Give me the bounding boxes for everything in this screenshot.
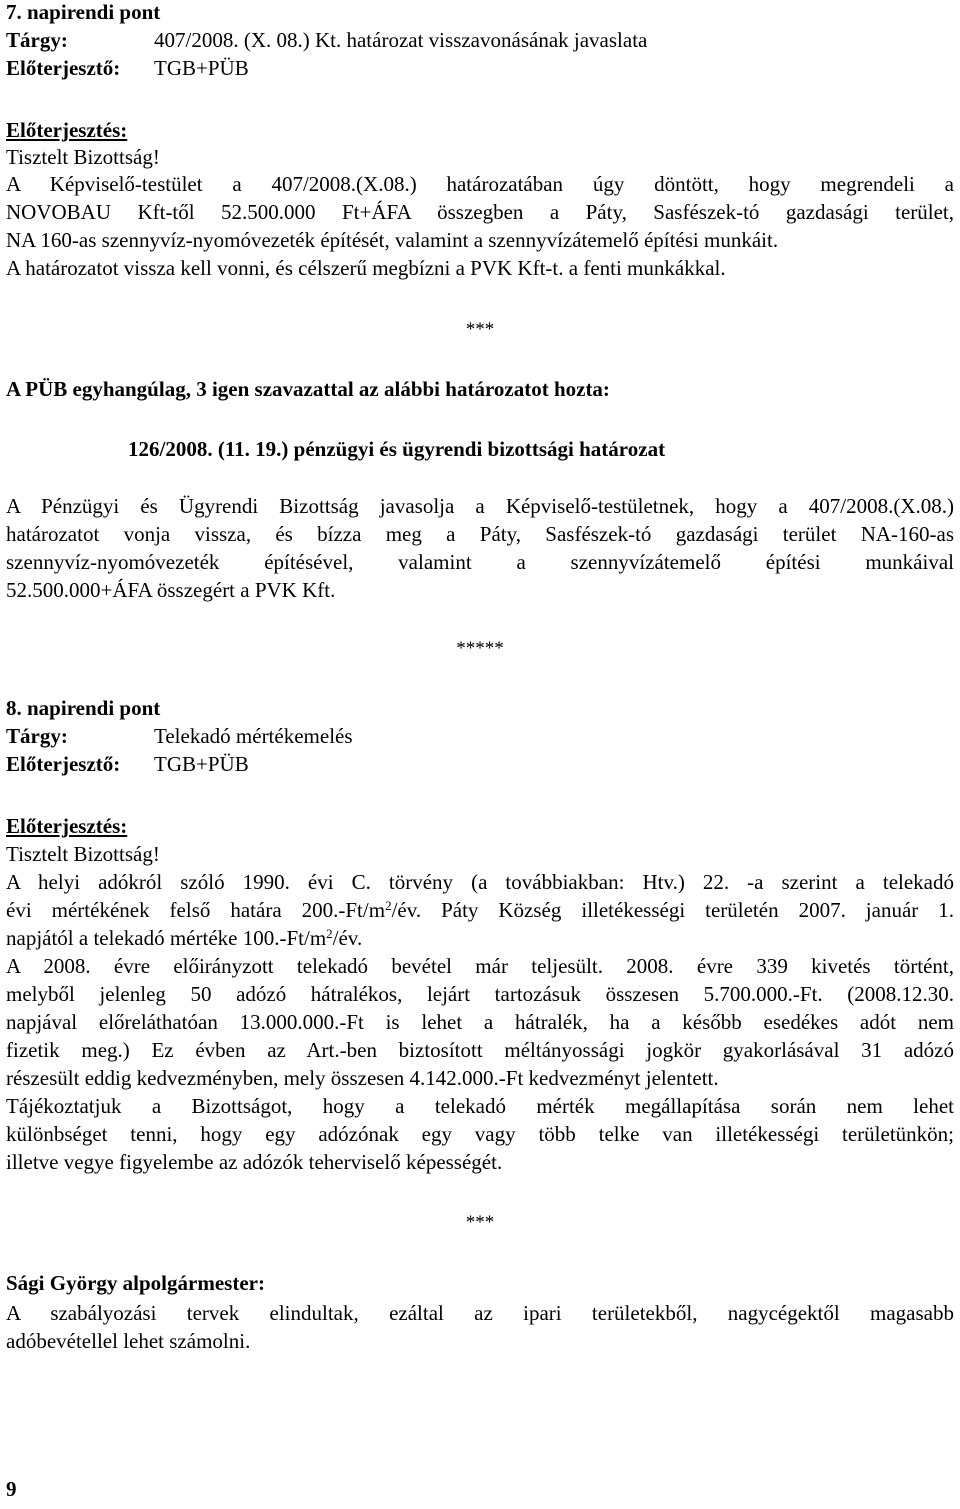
resolution-line: 52.500.000+ÁFA összegért a PVK Kft. — [6, 578, 336, 602]
item7-heading: 7. napirendi pont — [6, 0, 161, 24]
item7-presenter — [6, 56, 954, 80]
item8-salutation: Tisztelt Bizottság! — [6, 842, 160, 866]
vote-statement: A PÜB egyhangúlag, 3 igen szavazattal az alábbi határozatot hozta: — [6, 377, 610, 401]
subject-text: Telekadó mértékemelés — [154, 724, 353, 748]
presenter-text: TGB+PÜB — [154, 56, 249, 80]
item8-body-line: napjától a telekadó mértéke $100.-Ft/m^2/év$. — [6, 926, 363, 950]
item8-body-line: illetve vegye figyelembe az adózók teherviselő képességét. — [6, 1150, 503, 1174]
page-number: 9 — [6, 1477, 17, 1501]
item7-salutation: Tisztelt Bizottság! — [6, 145, 160, 169]
item8-body-line: A helyi adókról szóló 1990. évi C. törvény (a továbbiakban: Htv.) 22. -a szerint a telekadó — [6, 870, 954, 894]
resolution-line: szennyvíz-nyomóvezeték építésével, valamint a szennyvízátemelő építési munkáival — [6, 550, 954, 574]
item7-proposal-label: Előterjesztés: — [6, 118, 128, 142]
subject-label: Tárgy: — [6, 28, 68, 52]
separator: *** — [465, 1212, 495, 1233]
item7-body-line: NOVOBAU Kft-től 52.500.000 Ft+ÁFA összegben a Páty, Sasfészek-tó gazdasági terület, — [6, 200, 954, 224]
subject-label: Tárgy: — [6, 724, 68, 748]
resolution-line: határozatot vonja vissza, és bízza meg a Páty, Sasfészek-tó gazdasági terület NA-160-as — [6, 522, 954, 546]
speech-line: A szabályozási tervek elindultak, ezáltal az ipari területekből, nagycégektől magasabb — [6, 1301, 954, 1325]
item8-heading: 8. napirendi pont — [6, 696, 161, 720]
resolution-line: A Pénzügyi és Ügyrendi Bizottság javasolja a Képviselő-testületnek, hogy a 407/2008.(X.08.) — [6, 494, 954, 518]
item7-body-line: A határozatot vissza kell vonni, és célszerű megbízni a PVK Kft-t. a fenti munkákkal. — [6, 256, 726, 280]
item8-body-line: fizetik meg.) Ez évben az Art.-ben biztosított méltányossági jogkör gyakorlásával 31 adózó — [6, 1038, 954, 1062]
end-separator: ***** — [456, 638, 504, 659]
item8-body-line: A 2008. évre előirányzott telekadó bevétel már teljesült. 2008. évre 339 kivetés történt, — [6, 954, 954, 978]
item8-presenter — [6, 752, 954, 776]
item7-subject — [6, 28, 954, 52]
speaker-name: Sági György alpolgármester: — [6, 1271, 265, 1295]
item8-body-line: napjával előreláthatóan 13.000.000.-Ft is lehet a hátralék, ha a később esedékes adót nem — [6, 1010, 954, 1034]
subject-text: 407/2008. (X. 08.) Kt. határozat visszavonásának javaslata — [154, 28, 648, 52]
item8-proposal-label: Előterjesztés: — [6, 814, 128, 838]
item8-body-line: különbséget tenni, hogy egy adózónak egy vagy több telke van illetékességi területünkön; — [6, 1122, 954, 1146]
presenter-text: TGB+PÜB — [154, 752, 249, 776]
item7-body-line: A Képviselő-testület a 407/2008.(X.08.) határozatában úgy döntött, hogy megrendeli a — [6, 172, 954, 196]
presenter-label: Előterjesztő: — [6, 752, 121, 776]
item8-body-line: évi mértékének felső határa $200.-Ft/m^2/év$. Páty Község illetékességi területén 2007. január 1. — [6, 898, 954, 922]
item8-subject — [6, 724, 954, 748]
item8-body-line: részesült eddig kedvezményben, mely összesen 4.142.000.-Ft kedvezményt jelentett. — [6, 1066, 719, 1090]
presenter-label: Előterjesztő: — [6, 56, 121, 80]
speech-line: adóbevétellel lehet számolni. — [6, 1329, 251, 1353]
item8-body-line: Tájékoztatjuk a Bizottságot, hogy a telekadó mérték megállapítása során nem lehet — [6, 1094, 954, 1118]
item8-body-line: melyből jelenleg 50 adózó hátralékos, lejárt tartozásuk összesen 5.700.000.-Ft. (2008.12.30. — [6, 982, 954, 1006]
item7-body-line: NA 160-as szennyvíz-nyomóvezeték építését, valamint a szennyvízátemelő építési munkáit. — [6, 228, 779, 252]
separator: *** — [465, 319, 495, 340]
resolution-title: 126/2008. (11. 19.) pénzügyi és ügyrendi bizottsági határozat — [128, 437, 666, 461]
